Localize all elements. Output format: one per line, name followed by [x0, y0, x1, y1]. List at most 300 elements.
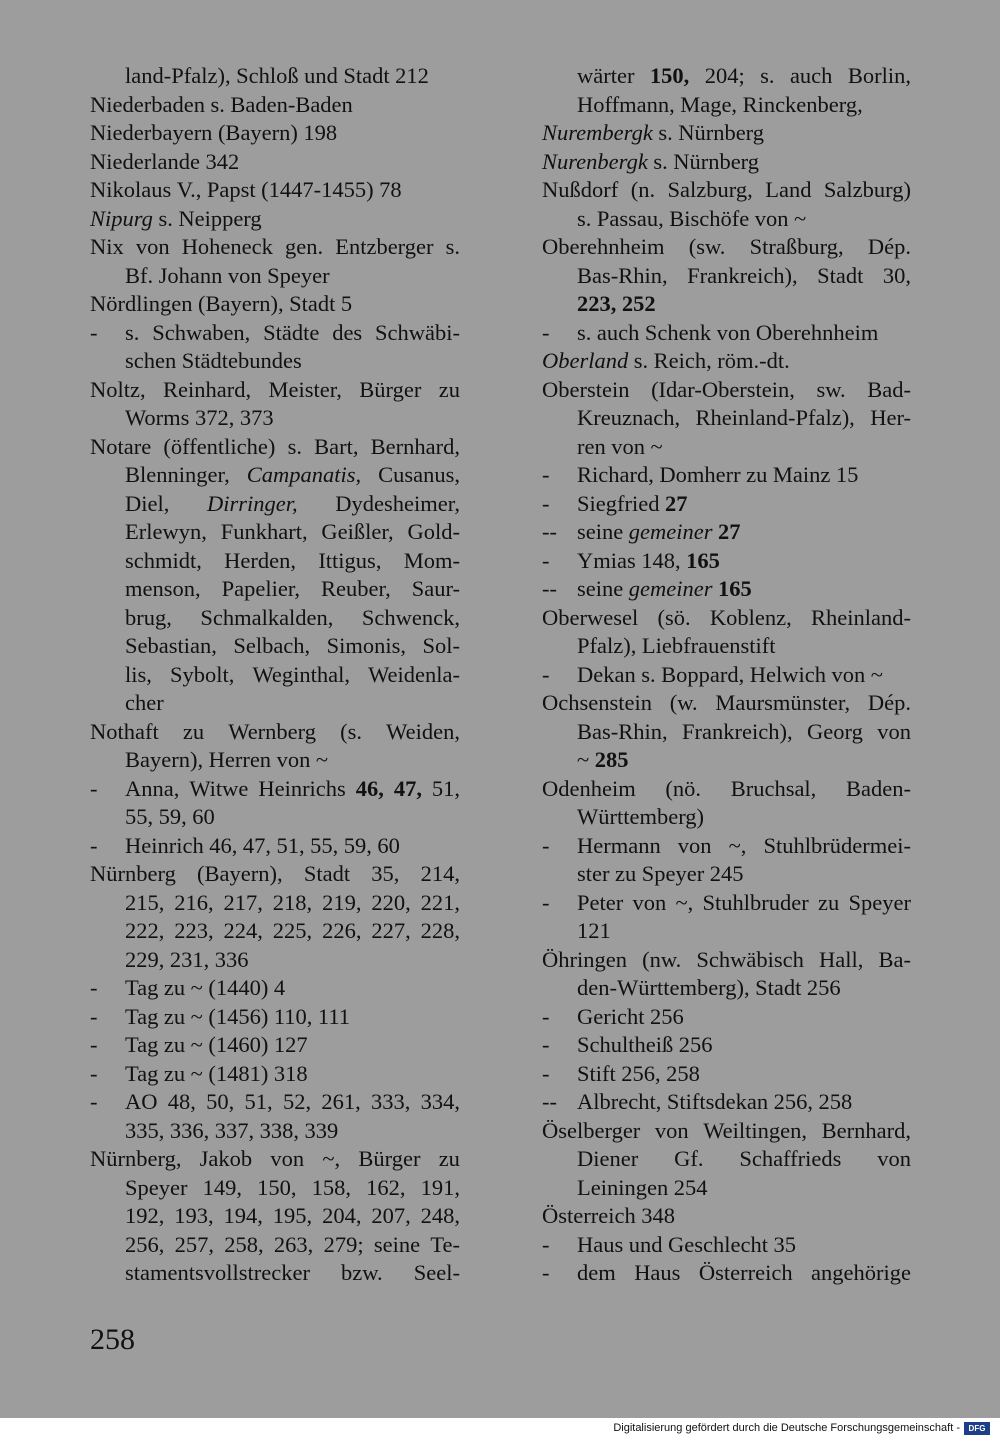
index-word: Selbach,	[233, 633, 311, 658]
index-word: Seel-	[413, 1260, 460, 1285]
index-word: Albrecht,	[577, 1089, 662, 1114]
index-word: Saur-	[411, 576, 460, 601]
index-word: Nurenbergk	[542, 148, 648, 174]
index-word: 51,	[244, 1089, 273, 1114]
index-word: Oberstein	[542, 376, 630, 402]
index-word: röm.-dt.	[717, 348, 790, 373]
index-word: 27	[717, 519, 741, 544]
index-word: Oberwesel	[542, 604, 639, 630]
index-word: s.	[125, 319, 140, 345]
index-word: s.	[633, 348, 649, 373]
index-word: Weiltingen,	[703, 1117, 808, 1143]
index-word: 254	[673, 1174, 708, 1200]
index-word: Pfalz),	[577, 633, 637, 658]
index-word: menson,	[125, 576, 201, 601]
index-word: 215,	[125, 889, 165, 915]
index-word: Öhringen	[542, 946, 627, 972]
index-word: von	[227, 262, 262, 288]
sub-entry-dash: -	[90, 1003, 98, 1029]
index-word: Österreich	[542, 1203, 636, 1228]
index-word: Schaffrieds	[739, 1146, 842, 1171]
index-word: Koblenz,	[709, 604, 792, 630]
index-word: (n.	[630, 177, 656, 202]
index-word: Nikolaus	[90, 177, 172, 202]
index-word: (1440)	[208, 975, 269, 1000]
index-word: Haus	[577, 1231, 624, 1257]
index-word: 148,	[641, 547, 681, 573]
index-word: Oberland	[542, 348, 629, 373]
index-word: Tag	[125, 1003, 159, 1029]
index-word: gen.	[285, 234, 324, 259]
index-word: 348	[641, 1203, 675, 1228]
index-word: 193,	[174, 1203, 214, 1228]
index-word: Bernhard,	[821, 1117, 911, 1143]
index-word: sw.	[816, 376, 846, 402]
index-word: Richard,	[577, 462, 654, 487]
sub-entry-dash: -	[542, 547, 550, 573]
sub-entry-dash: -	[90, 775, 98, 801]
index-word: Noltz,	[90, 376, 146, 402]
index-word: 338,	[259, 1117, 299, 1143]
index-word: Bf.	[125, 262, 154, 288]
index-word: Leiningen	[577, 1174, 669, 1200]
index-word: Städtebundes	[181, 348, 302, 373]
index-word: 261,	[321, 1089, 361, 1114]
index-word: von	[716, 319, 751, 345]
index-word: Bürger	[358, 1146, 421, 1171]
index-word: 46,	[355, 775, 384, 801]
index-word: Peter	[577, 889, 624, 915]
index-word: 59,	[158, 804, 187, 829]
index-word: Campanatis,	[246, 462, 362, 487]
index-word: ~,	[322, 1146, 341, 1171]
index-word: ~	[794, 205, 807, 231]
index-word: lis,	[125, 661, 152, 687]
sub-entry-dash: -	[542, 1060, 550, 1086]
index-word: Gold-	[407, 519, 460, 544]
index-word: Nußdorf	[542, 177, 619, 202]
index-word: Baden-	[845, 775, 911, 801]
index-word: (Bayern),	[197, 291, 284, 316]
sub-entry-dash: -	[542, 832, 550, 858]
sub-entry-dash: -	[90, 1089, 98, 1114]
index-word: s.	[658, 120, 673, 145]
sub-entry-dash: -	[90, 1032, 98, 1057]
index-word: 218,	[272, 889, 313, 915]
index-word: 336	[214, 946, 249, 972]
index-word: Sol-	[422, 633, 460, 658]
index-word: 216,	[174, 889, 214, 915]
index-word: 226,	[322, 918, 362, 943]
index-word: von	[754, 205, 789, 231]
dfg-logo-icon: DFG	[964, 1422, 990, 1435]
index-word: zu	[615, 861, 637, 886]
index-word: des	[332, 319, 363, 345]
index-word: Rinckenberg,	[742, 91, 863, 117]
index-word: 225,	[272, 918, 313, 943]
index-word: 194,	[223, 1203, 263, 1228]
index-word: Wernberg	[228, 718, 317, 744]
index-word: 285	[594, 747, 629, 772]
index-word: Neipperg	[178, 205, 262, 231]
index-word: von	[831, 661, 866, 687]
index-word: ~	[190, 1060, 203, 1086]
index-word: 149,	[202, 1174, 242, 1200]
index-word: bzw.	[341, 1260, 383, 1285]
index-word: 219,	[322, 889, 362, 915]
sub-entry-dash: --	[542, 1089, 557, 1114]
index-word: Rheinland-	[811, 604, 911, 630]
index-word: 192,	[125, 1203, 165, 1228]
index-word: 46,	[209, 832, 238, 858]
index-word: Ochsenstein	[542, 690, 652, 715]
index-word: ~	[190, 975, 203, 1000]
index-word: von	[611, 433, 645, 459]
index-word: (nw.	[642, 946, 682, 972]
index-word: ~	[870, 661, 883, 687]
index-word: Nix	[90, 234, 124, 259]
index-word: 165	[686, 547, 720, 573]
sub-entry-dash: -	[90, 832, 98, 858]
index-word: Speyer	[125, 1174, 188, 1200]
index-word: Stift	[577, 1060, 616, 1086]
index-word: Stuhlbrüdermei-	[763, 832, 911, 858]
index-word: Österreich	[698, 1260, 793, 1285]
index-word: 47,	[393, 775, 422, 801]
sub-entry-dash: -	[542, 1231, 550, 1257]
index-word: ster	[577, 861, 610, 886]
index-word: Schwäbi-	[375, 319, 460, 345]
index-word: 337,	[214, 1117, 255, 1143]
index-word: Mage,	[680, 91, 738, 117]
index-word: Worms	[125, 405, 190, 430]
index-word: 48,	[167, 1089, 196, 1114]
index-word: Stadt	[303, 861, 351, 886]
sub-entry-dash: -	[542, 1260, 550, 1285]
index-word: 52,	[282, 1089, 312, 1114]
index-word: 121	[577, 918, 611, 943]
index-word: 245	[709, 861, 744, 886]
index-word: Schwaben,	[152, 319, 251, 345]
index-word: 60	[192, 804, 215, 829]
index-word: zu	[182, 718, 205, 744]
index-word: Blenninger,	[125, 462, 230, 487]
index-word: 110,	[273, 1003, 313, 1029]
index-word: Jakob	[199, 1146, 253, 1171]
index-word: Reich,	[653, 348, 712, 373]
index-word: zu	[163, 975, 186, 1000]
index-word: s.	[577, 319, 592, 345]
index-word: den-Württemberg),	[577, 975, 750, 1000]
index-word: 214,	[420, 861, 460, 886]
index-word: von	[270, 1146, 305, 1171]
index-word: 51,	[276, 832, 305, 858]
index-word: Bas-Rhin,	[577, 718, 668, 744]
index-word: Bayern),	[125, 747, 204, 772]
index-word: Straßburg,	[749, 234, 844, 259]
index-word: 212	[395, 63, 429, 88]
index-word: 318	[273, 1060, 308, 1086]
index-word: von	[654, 1117, 689, 1143]
index-word: 111	[317, 1003, 350, 1029]
index-word: Stadt	[289, 291, 336, 316]
index-word: Sybolt,	[169, 661, 235, 687]
index-word: Stadt	[755, 975, 802, 1000]
index-word: Speyer	[267, 262, 330, 288]
index-word: ~	[577, 747, 590, 772]
index-word: zu	[163, 1060, 186, 1086]
index-word: 204,	[322, 1203, 362, 1228]
index-word: Borlin,	[847, 63, 911, 88]
index-word: Weidenla-	[368, 661, 460, 687]
index-word: auch	[596, 319, 640, 345]
sub-entry-dash: -	[90, 975, 98, 1000]
index-word: Stadt	[817, 262, 864, 288]
index-word: 55,	[125, 804, 154, 829]
index-word: 165	[717, 576, 752, 601]
index-word: (Bayern)	[217, 120, 298, 145]
sub-entry-dash: -	[542, 889, 550, 915]
index-word: Württemberg)	[577, 804, 705, 829]
index-word: Cusanus,	[378, 462, 460, 487]
index-word: Hermann	[577, 832, 661, 858]
index-word: Ittigus,	[318, 547, 382, 573]
index-word: Heinrich	[125, 832, 204, 858]
index-word: 335,	[125, 1117, 165, 1143]
index-word: Gf.	[674, 1146, 704, 1171]
index-word: Salzburg)	[823, 177, 911, 202]
index-word: 127	[273, 1032, 308, 1057]
index-word: von	[877, 1146, 911, 1171]
index-word: Schwenck,	[361, 604, 460, 630]
index-word: 55,	[310, 832, 339, 858]
index-word: Nürnberg	[90, 861, 176, 886]
index-word: Johann	[158, 262, 223, 288]
index-word: Baden-Baden	[230, 91, 353, 117]
index-word: Geißler,	[321, 519, 394, 544]
sub-entry-dash: -	[90, 1060, 98, 1086]
index-word: 162,	[366, 1174, 406, 1200]
index-word: zu	[817, 889, 840, 915]
index-word: zu	[163, 1032, 186, 1057]
index-word: von	[276, 747, 311, 772]
index-word: 231,	[169, 946, 210, 972]
index-word: dem	[577, 1260, 616, 1285]
index-word: Weiden,	[386, 718, 460, 744]
index-word: Tag	[125, 975, 159, 1000]
index-word: 158,	[311, 1174, 351, 1200]
index-word: 30,	[882, 262, 911, 288]
index-word: 78	[379, 177, 402, 202]
index-word: Nürnberg	[678, 120, 765, 145]
index-word: 5	[340, 291, 353, 316]
sub-entry-dash: -	[542, 1032, 550, 1057]
index-word: Schmalkalden,	[200, 604, 334, 630]
index-word: seine	[577, 576, 624, 601]
index-word: seine	[373, 1231, 421, 1257]
index-word: Nürnberg,	[90, 1146, 182, 1171]
index-word: Papelier,	[221, 576, 301, 601]
index-word: s.	[577, 205, 592, 231]
index-word: ~	[190, 1003, 203, 1029]
index-word: Schwäbisch	[696, 946, 804, 972]
index-word: Stadt	[343, 63, 390, 88]
index-word: Nördlingen	[90, 291, 193, 316]
index-word: Notare	[90, 433, 152, 459]
index-word: 257,	[174, 1231, 215, 1257]
index-word: 339	[304, 1117, 339, 1143]
index-word: Oberehnheim	[542, 234, 665, 259]
index-word: 35,	[371, 861, 400, 886]
index-word: 35	[773, 1231, 796, 1257]
index-word: 223,	[174, 918, 214, 943]
sub-entry-dash: -	[90, 319, 98, 345]
index-word: von	[632, 889, 667, 915]
index-word: (Bayern),	[197, 861, 283, 886]
index-word: Gericht	[577, 1003, 645, 1029]
index-word: (öffentliche)	[163, 433, 276, 459]
index-word: 207,	[371, 1203, 411, 1228]
index-word: 256	[678, 1032, 713, 1057]
index-word: von	[677, 832, 712, 858]
index-word: Ba-	[878, 946, 911, 972]
index-word: 221,	[420, 889, 460, 915]
index-word: von	[135, 234, 170, 259]
index-word: s.	[210, 91, 225, 117]
index-word: 217,	[223, 889, 263, 915]
index-word: Öselberger	[542, 1117, 641, 1143]
index-word: Dirringer,	[207, 490, 298, 516]
sub-entry-dash: --	[542, 519, 557, 544]
index-word: Niederbaden	[90, 91, 205, 117]
index-word: Te-	[430, 1231, 460, 1257]
index-word: von	[877, 718, 911, 744]
index-word: Nurembergk	[542, 120, 653, 145]
index-word: Speyer	[641, 861, 705, 886]
index-word: Dydesheimer,	[335, 490, 460, 516]
index-word: Weginthal,	[252, 661, 350, 687]
index-word: Bas-Rhin,	[577, 262, 668, 288]
index-word: Mainz	[772, 462, 831, 487]
index-word: wärter	[577, 63, 635, 88]
index-word: (1447-1455)	[261, 177, 374, 202]
index-word: Bischöfe	[669, 205, 750, 231]
index-word: 372,	[194, 405, 235, 430]
index-word: Reinhard,	[162, 376, 252, 402]
index-word: 279;	[323, 1231, 364, 1257]
index-word: Erlewyn,	[125, 519, 207, 544]
index-word: zu	[438, 376, 460, 402]
index-word: Herren	[208, 747, 272, 772]
index-word: Haus	[634, 1260, 681, 1285]
index-word: Bad-	[867, 376, 911, 402]
index-word: 191,	[420, 1174, 460, 1200]
index-word: gemeiner	[628, 576, 713, 601]
index-word: Entzberger	[335, 234, 434, 259]
index-word: 47,	[242, 832, 271, 858]
index-word: Frankreich),	[682, 718, 793, 744]
index-word: Bruchsal,	[730, 775, 817, 801]
index-word: Salzburg,	[667, 177, 753, 202]
index-word: (w.	[669, 690, 698, 715]
index-word: Domherr	[659, 462, 741, 487]
index-word: Meister,	[268, 376, 342, 402]
index-word: Ymias	[577, 547, 636, 573]
index-word: zu	[163, 1003, 186, 1029]
index-word: Rheinland-Pfalz),	[695, 405, 855, 430]
index-word: und	[304, 63, 338, 88]
index-word: ~,	[728, 832, 747, 858]
index-word: (1460)	[208, 1032, 269, 1057]
index-word: 60	[377, 832, 400, 858]
index-word: (Idar-Oberstein,	[651, 376, 795, 402]
index-word: 195,	[272, 1203, 313, 1228]
index-word: (s.	[340, 718, 363, 744]
index-word: Bernhard,	[370, 433, 460, 459]
index-word: Kreuznach,	[577, 405, 681, 430]
index-word: 198	[303, 120, 338, 145]
index-word: und	[628, 1231, 663, 1257]
index-word: 227,	[371, 918, 411, 943]
index-word: cher	[125, 690, 164, 715]
index-word: angehörige	[811, 1260, 911, 1285]
index-word: Speyer	[848, 889, 911, 915]
index-word: Nipurg	[90, 205, 153, 231]
index-word: s.	[158, 205, 173, 231]
index-word: Schenk	[644, 319, 712, 345]
index-word: Helwich	[749, 661, 826, 687]
footer-text: Digitalisierung gefördert durch die Deutsche Forschungsgemeinschaft -	[613, 1422, 960, 1434]
index-word: 4	[273, 975, 286, 1000]
index-word: 342	[205, 148, 240, 174]
index-word: Hoffmann,	[577, 91, 675, 117]
index-word: zu	[438, 1146, 460, 1171]
index-word: Mom-	[403, 547, 460, 573]
index-word: Papst	[206, 177, 256, 202]
index-word: Passau,	[596, 205, 664, 231]
index-word: Dép.	[867, 690, 911, 715]
index-word: schen	[125, 348, 177, 373]
index-word: Siegfried	[577, 490, 660, 516]
index-word: Schloß	[236, 63, 299, 88]
index-word: stamentsvollstrecker	[125, 1260, 310, 1285]
index-word: 258,	[224, 1231, 264, 1257]
index-word: Heinrichs	[258, 775, 346, 801]
page-number: 258	[90, 1323, 135, 1356]
index-word: 224,	[223, 918, 263, 943]
index-word: gemeiner	[628, 519, 713, 544]
index-word: 263,	[273, 1231, 314, 1257]
index-word: brug,	[125, 604, 172, 630]
index-word: seine	[577, 519, 624, 544]
index-word: s.	[653, 148, 668, 174]
index-word: ~	[650, 433, 663, 459]
index-word: 59,	[343, 832, 372, 858]
index-word: 258	[818, 1089, 853, 1114]
index-word: (nö.	[665, 775, 702, 801]
index-word: 229,	[125, 946, 165, 972]
index-word: Tag	[125, 1060, 159, 1086]
index-word: Herden,	[224, 547, 297, 573]
index-word: 27	[664, 490, 688, 516]
index-word: 333,	[370, 1089, 411, 1114]
index-word: Funkhart,	[220, 519, 308, 544]
sub-entry-dash: -	[542, 1003, 550, 1029]
index-word: Dekan	[577, 661, 636, 687]
index-word: Bürger	[359, 376, 422, 402]
index-word: V.,	[176, 177, 202, 202]
index-word: Sebastian,	[125, 633, 217, 658]
